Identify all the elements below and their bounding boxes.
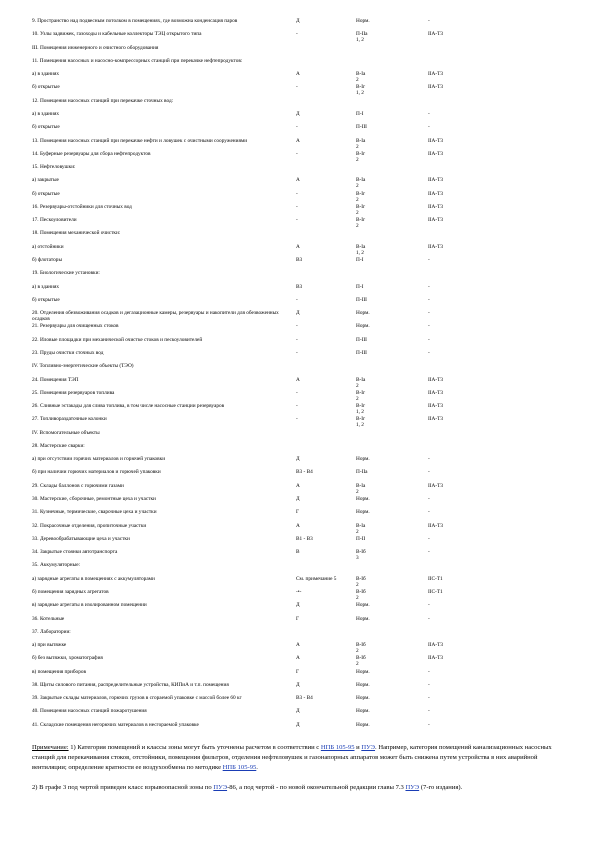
row-name: 13. Помещения насосных станций при перекачке нефти и ловушек с очистными сооружениями <box>32 137 248 144</box>
row-equipment-group: - <box>428 509 430 516</box>
link-pue-2[interactable]: ПУЭ <box>213 784 228 791</box>
row-category: - <box>296 124 298 131</box>
row-zone-class: Норм. <box>356 695 370 702</box>
row-name: 19. Биологические установки: <box>32 270 100 277</box>
row-name: 10. Узлы задвижек, газоходы и кабельные коллекторы ТЭЦ открытого типа <box>32 31 202 38</box>
row-name: а) в зданиях <box>32 110 60 117</box>
row-category: В <box>296 549 300 556</box>
row-zone-class: В-Iб 2 <box>356 588 366 601</box>
row-category: - <box>296 349 298 356</box>
row-zone-class: В-Iа 2 <box>356 522 366 535</box>
row-zone-class: В-Iг 2 <box>356 217 366 230</box>
row-name: 21. Резервуары для очищенных стоков <box>32 323 119 330</box>
row-equipment-group: IIA-Т3 <box>428 482 444 489</box>
row-equipment-group: IIA-Т3 <box>428 137 444 144</box>
row-name: б) флотаторы <box>32 257 62 263</box>
row-name: 40. Помещения насосных станций пожаротушения <box>32 708 147 715</box>
row-equipment-group: IIC-Т1 <box>428 575 443 582</box>
note-2 <box>32 783 564 793</box>
row-zone-class: Норм. <box>356 496 370 502</box>
row-name: б) открытые <box>32 124 60 131</box>
row-zone-class: В-Iг 1, 2 <box>356 84 366 97</box>
row-zone-class: В-Iг 1, 2 <box>356 416 366 429</box>
row-category: См. примечание 5 <box>296 575 337 582</box>
row-category: - <box>296 389 298 396</box>
row-name: 33. Деревообрабатывающие цеха и участки <box>32 535 130 542</box>
row-name: 12. Помещения насосных станций при перекачке сточных вод: <box>32 97 174 104</box>
note-1 <box>32 743 564 773</box>
row-name: 35. Аккумуляторные: <box>32 562 81 569</box>
row-zone-class: Норм. <box>356 310 370 317</box>
row-category: А <box>296 137 300 144</box>
row-equipment-group: IIA-Т3 <box>428 416 444 423</box>
row-category: А <box>296 177 300 184</box>
row-name: 25. Помещения резервуаров топлива <box>32 389 115 396</box>
row-zone-class: В-Iб 2 <box>356 655 366 668</box>
row-name: 36. Котельные <box>32 615 65 622</box>
row-zone-class: В-Iг 2 <box>356 150 366 163</box>
row-zone-class: П-III <box>356 296 367 303</box>
row-zone-class: В-Iг 2 <box>356 190 366 203</box>
note-2-text-a: 2) В графе 3 под чертой приведен класс взрывоопасной зоны по <box>32 784 214 791</box>
row-category: Д <box>296 721 300 728</box>
link-pue-3[interactable]: ПУЭ <box>405 784 420 791</box>
row-name: IV. Вспомогательные объекты <box>32 429 100 436</box>
link-pue[interactable]: ПУЭ <box>361 744 376 751</box>
row-zone-class: В-Iг 2 <box>356 203 366 216</box>
row-equipment-group: - <box>428 721 430 728</box>
row-category: - <box>296 203 298 210</box>
row-equipment-group: IIC-Т1 <box>428 588 443 595</box>
row-equipment-group: IIA-Т3 <box>428 522 444 529</box>
row-zone-class: П-I <box>356 283 364 290</box>
row-category: - <box>296 84 298 91</box>
note-2-text-b: -86, а под чертой - по новой окончательной редакции главы 7.3 <box>227 784 406 791</box>
row-name: 17. Пескоуловители <box>32 217 77 224</box>
row-equipment-group: - <box>428 18 430 24</box>
row-category: А <box>296 376 300 383</box>
row-name: 26. Сливные эстакады для слива топлива, в том числе насосные станции резервуаров <box>32 403 225 410</box>
row-zone-class: В-Iб 2 <box>356 575 366 588</box>
row-equipment-group: - <box>428 615 430 622</box>
row-category: А <box>296 482 300 489</box>
row-category: В1 - В3 <box>296 535 313 542</box>
row-equipment-group: - <box>428 336 430 343</box>
row-equipment-group: IIA-Т3 <box>428 376 444 383</box>
row-name: 30. Мастерские, сборочные, ремонтные цеха и участки <box>32 496 156 502</box>
row-name: 32. Покрасочные отделения, пропиточные участки <box>32 522 147 529</box>
row-category: Д <box>296 110 300 117</box>
row-name: 22. Иловые площадки при механической очистке стоков и пескоуловителей <box>32 336 203 343</box>
row-zone-class: В-Iа 2 <box>356 482 366 495</box>
row-name: в) зарядные агрегаты в изолированном помещении <box>32 602 147 609</box>
row-equipment-group: - <box>428 668 430 675</box>
row-zone-class: В-Iа 2 <box>356 71 366 84</box>
row-equipment-group: IIA-Т3 <box>428 177 444 184</box>
row-category: Г <box>296 509 300 516</box>
row-zone-class: В-Iб 3 <box>356 549 366 562</box>
row-category: В3 <box>296 283 303 290</box>
row-category: В3 <box>296 257 303 263</box>
row-category: - <box>296 323 298 330</box>
row-zone-class: П-I <box>356 110 364 117</box>
row-name: 29. Склады баллонов с горючими газами <box>32 482 124 489</box>
row-name: 20. Отделения обезвоживания осадков и дегазационные камеры, резервуары и накопители для обезвоженных осадков <box>32 310 279 323</box>
note-2-text-c: (7-го издания). <box>419 784 463 791</box>
row-name: б) открытые <box>32 190 60 197</box>
note-1-and: и <box>354 744 362 751</box>
row-equipment-group: - <box>428 549 430 556</box>
row-category: - <box>296 416 298 423</box>
row-name: 37. Лаборатории: <box>32 628 71 635</box>
row-category: А <box>296 655 300 662</box>
note-1-text-a: 1) Категория помещений и классы зоны могут быть уточнены расчетом в соответствии с <box>68 744 321 751</box>
row-zone-class: В-Iа 2 <box>356 376 366 389</box>
row-equipment-group: - <box>428 535 430 542</box>
row-name: 39. Закрытые склады материалов, горючих грузов в сгораемой упаковке с массой более 60 кг <box>32 695 242 702</box>
row-category: - <box>296 190 298 197</box>
row-category: Г <box>296 668 300 675</box>
row-category: Д <box>296 708 300 715</box>
row-zone-class: П-III <box>356 349 367 356</box>
row-equipment-group: IIA-Т3 <box>428 243 444 250</box>
note-label: Примечание: <box>32 744 69 751</box>
row-equipment-group: - <box>428 496 430 502</box>
row-category: - <box>296 403 298 410</box>
note-1-text-c: . <box>256 764 258 771</box>
row-name: 34. Закрытые стоянки автотранспорта <box>32 549 118 556</box>
row-equipment-group: - <box>428 602 430 609</box>
row-category: А <box>296 243 300 250</box>
row-equipment-group: - <box>428 681 430 688</box>
row-name: б) при наличии горючих материалов и горючей упаковки <box>32 469 161 476</box>
row-category: Г <box>296 615 300 622</box>
row-equipment-group: - <box>428 323 430 330</box>
row-name: 9. Пространство над подвесным потолком в помещениях, где возможна конденсация паров <box>32 18 238 24</box>
row-equipment-group: - <box>428 456 430 463</box>
link-npb-105-95-2[interactable]: НПБ 105-95 <box>222 764 257 771</box>
row-zone-class: П-III <box>356 336 367 343</box>
row-equipment-group: - <box>428 310 430 317</box>
row-equipment-group: - <box>428 124 430 131</box>
row-zone-class: Норм. <box>356 681 370 688</box>
row-equipment-group: - <box>428 110 430 117</box>
row-equipment-group: - <box>428 296 430 303</box>
row-equipment-group: IIA-Т3 <box>428 655 444 662</box>
row-equipment-group: - <box>428 349 430 356</box>
row-category: Д <box>296 456 300 463</box>
row-name: а) зарядные агрегаты в помещениях с аккумуляторами <box>32 575 155 582</box>
row-category: - <box>296 296 298 303</box>
row-name: 11. Помещения насосных и насосно-компрессорных станций при перекачке нефтепродуктов: <box>32 57 243 64</box>
row-name: 28. Мастерские сварки: <box>32 442 85 449</box>
row-name: III. Помещения инженерного и очистного оборудования <box>32 44 159 51</box>
row-category: Д <box>296 496 300 502</box>
row-zone-class: В-Iг 2 <box>356 389 366 402</box>
row-equipment-group: IIA-Т3 <box>428 71 444 78</box>
row-zone-class: Норм. <box>356 668 370 675</box>
row-category: Д <box>296 18 300 24</box>
row-equipment-group: IIA-Т3 <box>428 389 444 396</box>
row-zone-class: П-II <box>356 535 366 542</box>
row-category: Д <box>296 310 300 317</box>
row-name: а) в зданиях <box>32 71 60 78</box>
row-equipment-group: IIA-Т3 <box>428 190 444 197</box>
row-category: - <box>296 150 298 157</box>
row-category: А <box>296 522 300 529</box>
row-name: 31. Кузнечные, термические, сварочные цеха и участки <box>32 509 157 516</box>
notes-section <box>32 743 564 803</box>
row-category: А <box>296 71 300 78</box>
row-zone-class: Норм. <box>356 509 370 516</box>
row-equipment-group: IIA-Т3 <box>428 403 444 410</box>
row-zone-class: П-IIа <box>356 469 368 476</box>
row-zone-class: П-III <box>356 124 367 131</box>
row-category: - <box>296 336 298 343</box>
row-equipment-group: - <box>428 257 430 263</box>
row-category: А <box>296 642 300 649</box>
row-equipment-group: IIA-Т3 <box>428 642 444 649</box>
row-name: а) при вытяжке <box>32 642 67 649</box>
row-name: б) помещения зарядных агрегатов <box>32 588 109 595</box>
row-equipment-group: IIA-Т3 <box>428 31 444 38</box>
row-name: 16. Резервуары-отстойники для сточных вод <box>32 203 132 210</box>
row-name: 27. Топливораздаточные колонки <box>32 416 107 423</box>
row-name: 15. Нефтеловушки: <box>32 164 76 171</box>
row-category: Д <box>296 602 300 609</box>
row-category: В3 - В4 <box>296 469 313 476</box>
row-name: 23. Пруды очистки сточных вод <box>32 349 104 356</box>
row-zone-class: Норм. <box>356 602 370 609</box>
row-equipment-group: - <box>428 469 430 476</box>
row-category: В3 - В4 <box>296 695 313 702</box>
row-name: IV. Топливно-энергетические объекты (ТЭО) <box>32 363 134 370</box>
row-zone-class: В-Iа 2 <box>356 137 366 150</box>
row-category: Д <box>296 681 300 688</box>
row-zone-class: В-Iа 1, 2 <box>356 243 366 256</box>
row-name: 24. Помещения ТЭП <box>32 376 79 383</box>
row-zone-class: Норм. <box>356 708 370 715</box>
row-zone-class: Норм. <box>356 323 370 330</box>
row-equipment-group: IIA-Т3 <box>428 84 444 91</box>
row-category: - <box>296 31 298 38</box>
row-zone-class: В-Iа 2 <box>356 177 366 190</box>
row-name: 18. Помещения механической очистки: <box>32 230 121 237</box>
row-name: в) помещения приборов <box>32 668 86 675</box>
row-category: -•- <box>296 588 302 595</box>
row-equipment-group: - <box>428 708 430 715</box>
row-zone-class: Норм. <box>356 18 370 24</box>
row-name: 38. Щиты силового питания, распределительные устройства, КИПиА и т.п. помещения <box>32 681 229 688</box>
row-zone-class: П-IIа 1, 2 <box>356 31 368 44</box>
row-equipment-group: IIA-Т3 <box>428 203 444 210</box>
row-equipment-group: - <box>428 695 430 702</box>
row-zone-class: В-Iб 2 <box>356 642 366 655</box>
row-name: б) открытые <box>32 84 60 91</box>
row-zone-class: П-I <box>356 257 364 263</box>
row-zone-class: Норм. <box>356 721 370 728</box>
row-category: - <box>296 217 298 224</box>
row-name: а) закрытые <box>32 177 59 184</box>
row-name: б) без вытяжки, хроматография <box>32 655 103 662</box>
note-1-text-b: . Например, категория помещений канализационных насосных станций для перекачивания стоков, отстойники, помещения фильтров, отделения нефтеловушек и газонапорных аппаратов может быть снижена путем устройства в них аварийной вентиляции; определение кратности ее воздухообмена по методике <box>32 744 552 771</box>
row-name: а) отстойники <box>32 243 64 250</box>
row-zone-class: Норм. <box>356 456 370 463</box>
row-zone-class: В-Iг 1, 2 <box>356 403 366 416</box>
row-name: б) открытые <box>32 296 60 303</box>
row-name: 14. Буферные резервуары для сбора нефтепродуктов <box>32 150 151 157</box>
row-name: а) в зданиях <box>32 283 60 290</box>
row-name: 41. Складские помещения негорючих материалов в несгораемой упаковке <box>32 721 199 728</box>
link-npb-105-95[interactable]: НПБ 105-95 <box>320 744 355 751</box>
row-equipment-group: IIA-Т3 <box>428 150 444 157</box>
row-equipment-group: - <box>428 283 430 290</box>
row-name: а) при отсутствии горячих материалов и горючей упаковки <box>32 456 166 463</box>
row-equipment-group: IIA-Т3 <box>428 217 444 224</box>
row-zone-class: Норм. <box>356 615 370 622</box>
